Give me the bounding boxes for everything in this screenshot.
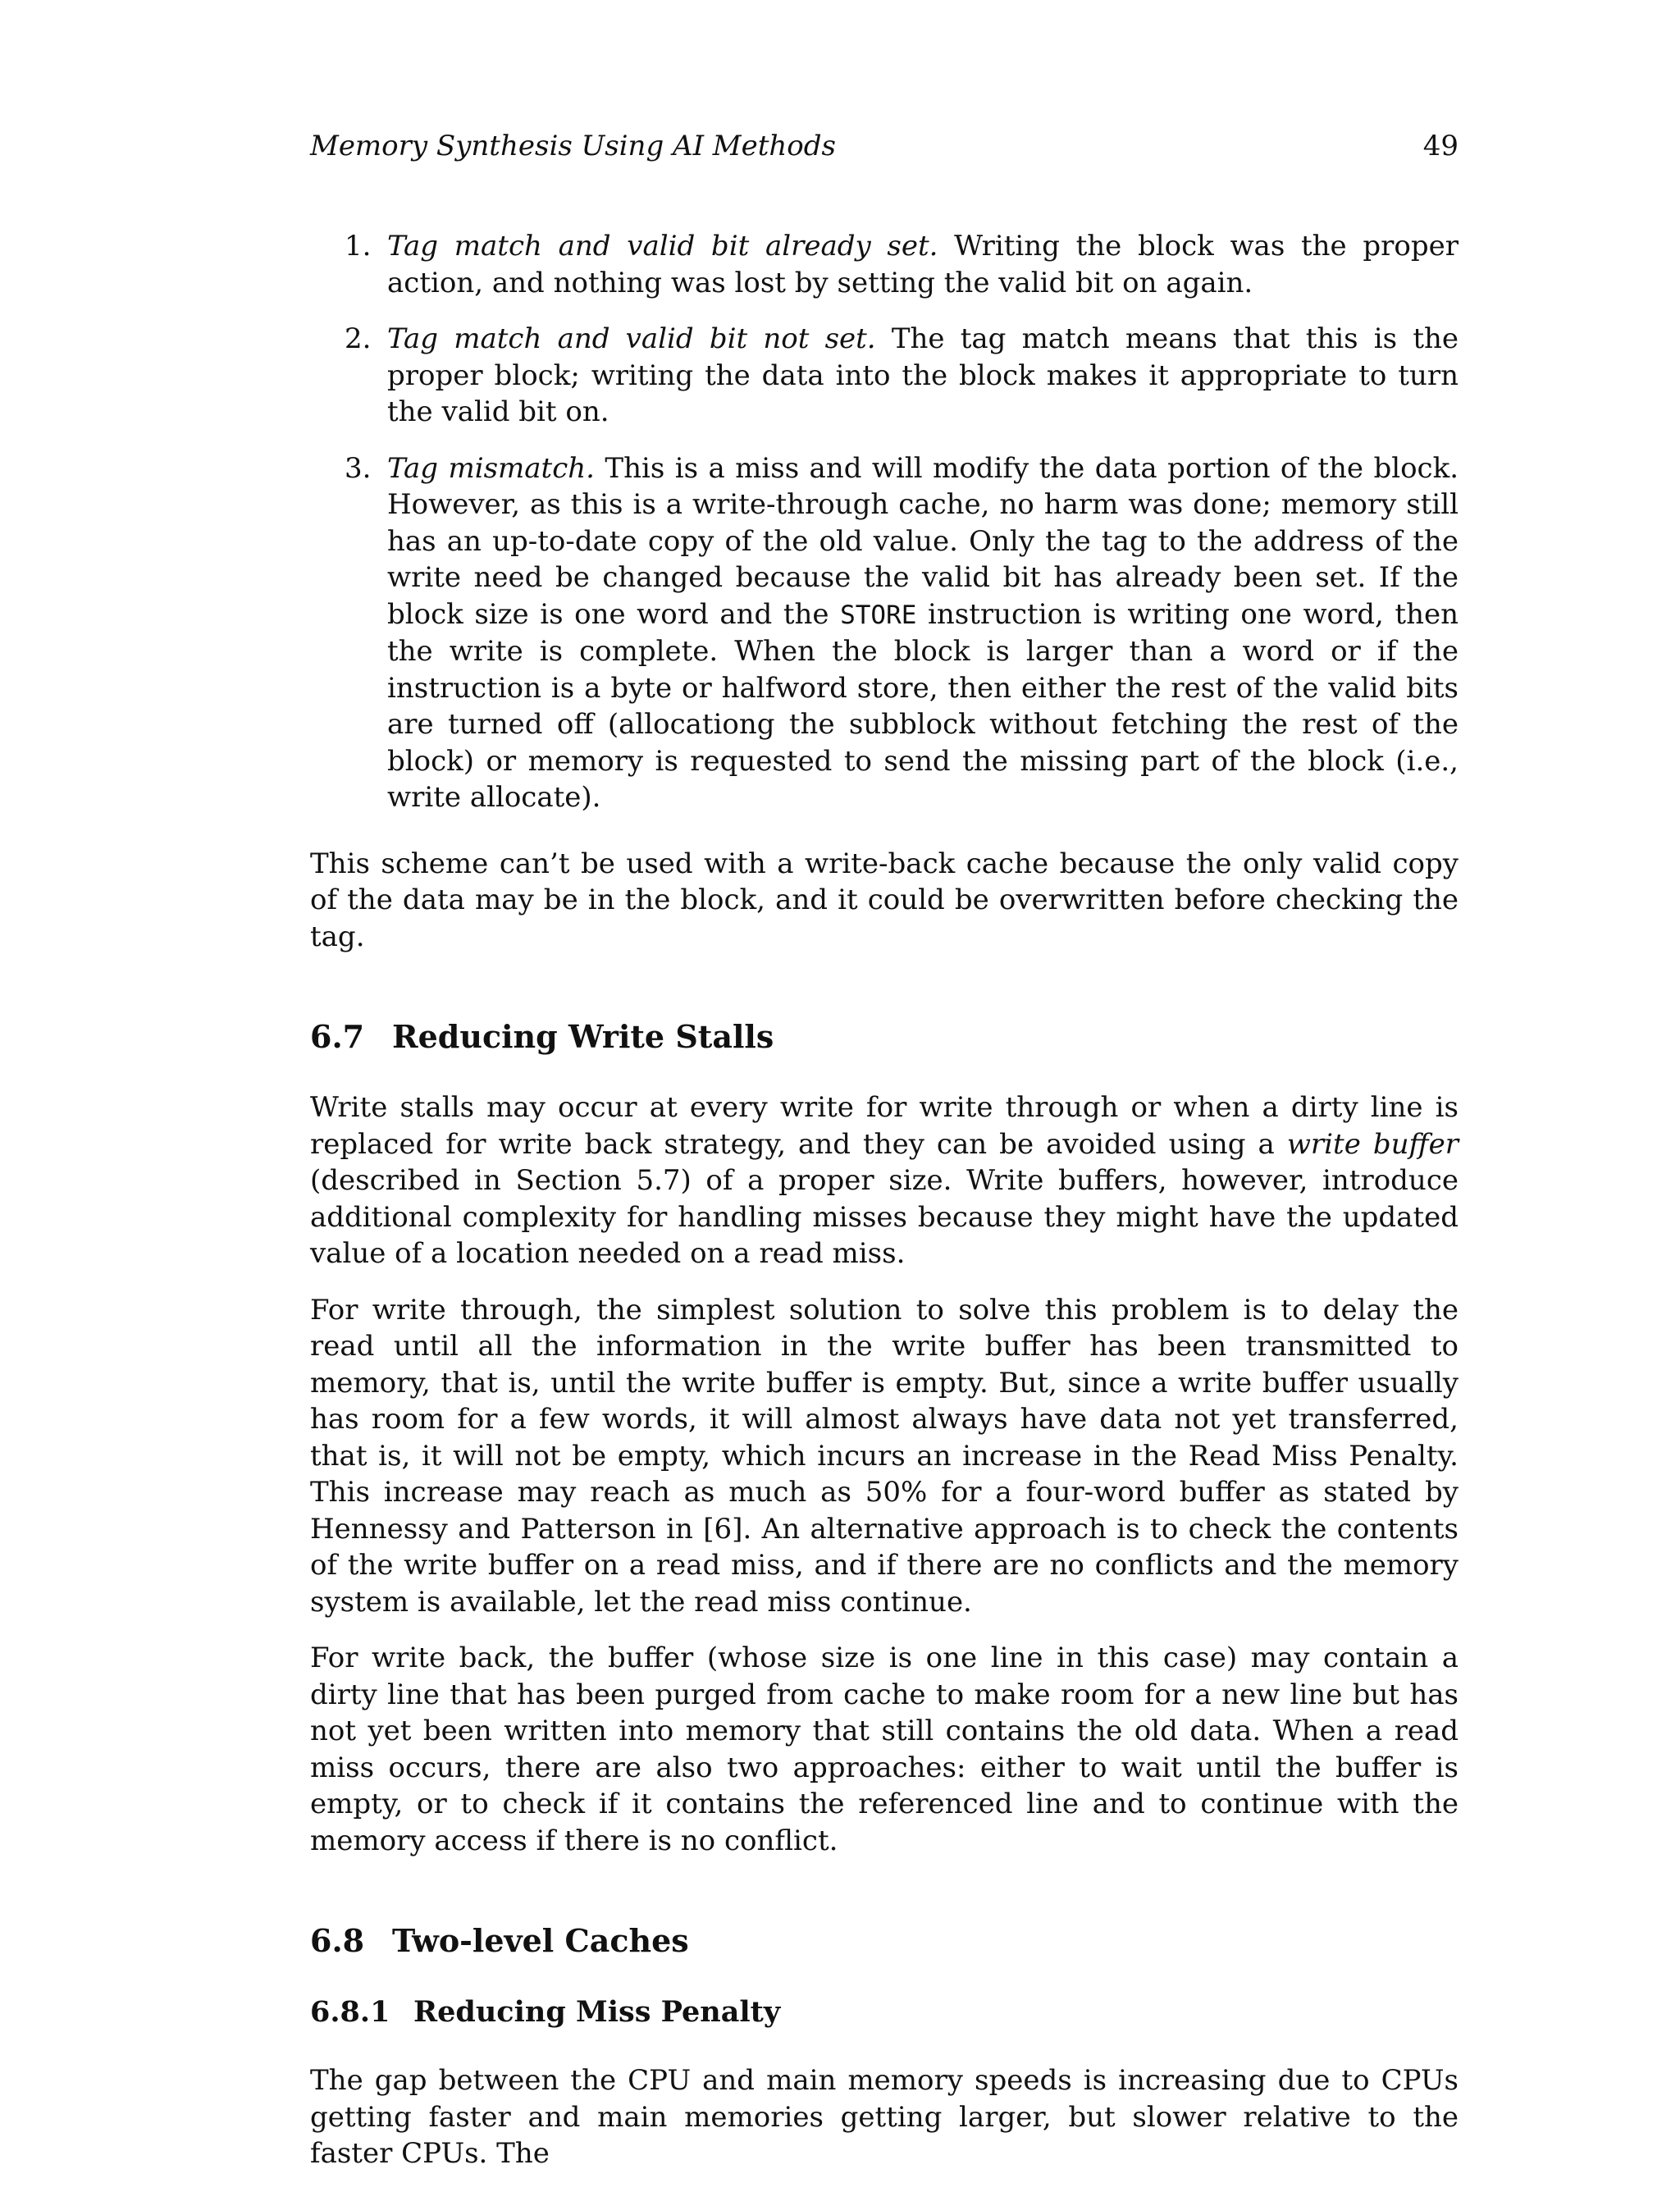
section-title: Reducing Write Stalls: [392, 1018, 774, 1055]
case-item-3: [310, 450, 1459, 816]
paragraph-write-through: For write through, the simplest solution to solve this problem is to delay the read until all the information in the write buffer has been transmitted to memory, that is, until the write buffer is empty. But, since a write buffer usually has room for a few words, it will almost always have data not yet transferred, that is, it will not be empty, which incurs an increase in the Read Miss Penalty. This increase may reach as much as 50% for a four-word buffer as stated by Hennessy and Patterson in [6]. An alternative approach is to check the contents of the write buffer on a read miss, and if there are no conflicts and the memory system is available, let the read miss continue.: [310, 1293, 1459, 1619]
section-title: Two-level Caches: [392, 1922, 689, 1959]
paragraph-text: Write stalls may occur at every write for write through or when a dirty line is replaced for write back strategy, and they can be avoided using a: [310, 1091, 1459, 1161]
case-text: This is a miss and will modify the data portion of the block. However, as this is a write-through cache, no harm was done; memory still has an up-to-date copy of the old value. Only the tag to the address of the write need be changed because the valid bit has already been set. If the block size is one word and the: [387, 451, 1459, 631]
running-head-title: Memory Synthesis Using AI Methods: [310, 130, 836, 162]
section-heading-6-8: [310, 1921, 1459, 1961]
case-item-2: [310, 321, 1459, 431]
case-text: The tag match means that this is the proper block; writing the data into the block makes it appropriate to turn the valid bit on.: [387, 322, 1459, 428]
subsection-title: Reducing Miss Penalty: [413, 1995, 781, 2029]
case-text-continued: instruction is writing one word, then the write is complete. When the block is larger than a word or if the instruction is a byte or halfword store, then either the rest of the valid bits are turned off (allocationg the subblock without fetching the rest of the block) or memory is requested to send the missing part of the block (i.e., write allocate).: [387, 597, 1459, 814]
case-number: 1.: [345, 230, 372, 263]
paragraph-after-list: This scheme can’t be used with a write-back cache because the only valid copy of the data may be in the block, and it could be overwritten before checking the tag.: [310, 847, 1459, 953]
section-heading-6-7: [310, 1017, 1459, 1057]
case-text: Writing the block was the proper action, and nothing was lost by setting the valid bit on again.: [387, 230, 1459, 299]
case-title: Tag match and valid bit already set.: [387, 230, 938, 263]
paragraph-write-back: For write back, the buffer (whose size is one line in this case) may contain a dirty line that has been purged from cache to make room for a new line but has not yet been written into memory that still contains the old data. When a read miss occurs, there are also two approaches: either to wait until the buffer is empty, or to check if it contains the referenced line and to continue with the memory access if there is no conflict.: [310, 1642, 1459, 1857]
store-instruction-code: STORE: [840, 600, 917, 630]
case-list: [310, 228, 1459, 816]
section-number: 6.7: [310, 1018, 365, 1055]
page-number: 49: [1422, 130, 1459, 162]
case-title: Tag mismatch.: [387, 451, 595, 485]
body-content: [310, 228, 1459, 2192]
case-number: 3.: [345, 451, 372, 485]
document-page: [310, 0, 1459, 2174]
subsection-number: 6.8.1: [310, 1995, 390, 2029]
paragraph-text-continued: (described in Section 5.7) of a proper size. Write buffers, however, introduce additional complexity for handling misses because they might have the updated value of a location needed on a read miss.: [310, 1164, 1459, 1270]
case-item-1: [310, 228, 1459, 301]
subsection-heading-6-8-1: [310, 1993, 1459, 2031]
case-title: Tag match and valid bit not set.: [387, 322, 876, 355]
paragraph-write-stalls: [310, 1089, 1459, 1272]
section-number: 6.8: [310, 1922, 365, 1959]
running-header: [310, 130, 1459, 169]
paragraph-miss-penalty: The gap between the CPU and main memory speeds is increasing due to CPUs getting faster and main memories getting larger, but slower relative to the faster CPUs. The: [310, 2064, 1459, 2170]
case-number: 2.: [345, 322, 372, 355]
write-buffer-term: write buffer: [1286, 1127, 1459, 1161]
